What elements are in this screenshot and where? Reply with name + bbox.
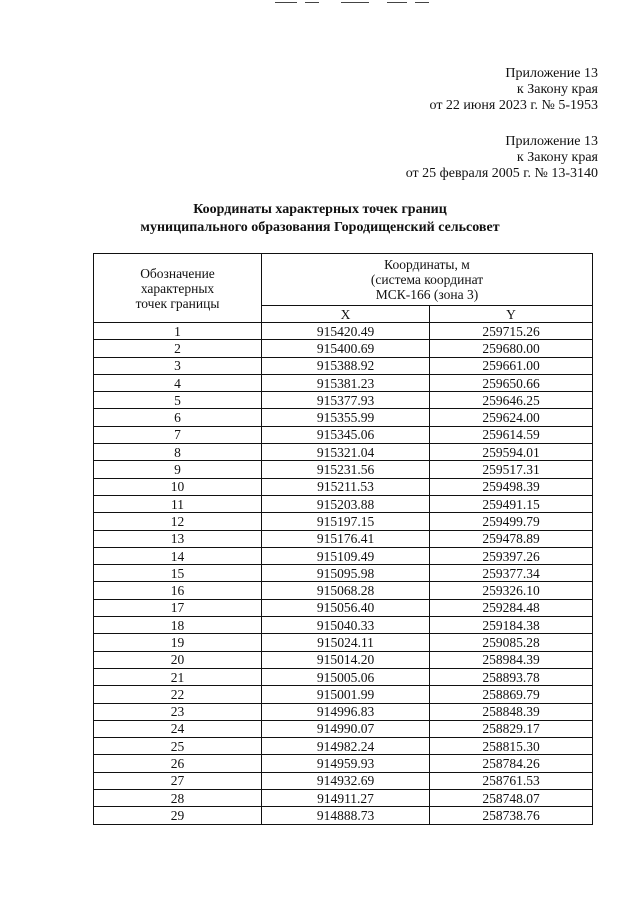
appendix-original-line1: Приложение 13 xyxy=(505,134,598,149)
coordinates-table-body xyxy=(94,323,593,825)
y-coordinate-cell: 259624.00 xyxy=(430,409,593,426)
x-coordinate-cell: 915040.33 xyxy=(262,617,430,634)
y-coordinate-cell: 258984.39 xyxy=(430,651,593,668)
table-row xyxy=(94,651,593,668)
x-coordinate-cell: 914911.27 xyxy=(262,790,430,807)
table-row xyxy=(94,807,593,824)
x-coordinate-cell: 915001.99 xyxy=(262,686,430,703)
x-coordinate-cell: 915377.93 xyxy=(262,392,430,409)
document-title xyxy=(0,201,640,237)
header-point-line3: точек границы xyxy=(135,295,220,311)
table-row xyxy=(94,323,593,340)
table-row xyxy=(94,668,593,685)
x-coordinate-cell: 915400.69 xyxy=(262,340,430,357)
x-coordinate-cell: 915068.28 xyxy=(262,582,430,599)
x-coordinate-cell: 915109.49 xyxy=(262,547,430,564)
appendix-current-line2: к Закону края xyxy=(516,82,598,97)
x-coordinate-cell: 915231.56 xyxy=(262,461,430,478)
x-coordinate-cell: 915197.15 xyxy=(262,513,430,530)
x-coordinate-cell: 914959.93 xyxy=(262,755,430,772)
y-coordinate-cell: 259085.28 xyxy=(430,634,593,651)
y-coordinate-cell: 258815.30 xyxy=(430,738,593,755)
point-number-cell: 21 xyxy=(94,668,262,685)
x-coordinate-cell: 915056.40 xyxy=(262,599,430,616)
y-coordinate-cell: 258738.76 xyxy=(430,807,593,824)
y-coordinate-cell: 259517.31 xyxy=(430,461,593,478)
header-point-line2: характерных xyxy=(140,280,215,296)
point-number-cell: 26 xyxy=(94,755,262,772)
x-coordinate-cell: 915176.41 xyxy=(262,530,430,547)
x-coordinate-cell: 915211.53 xyxy=(262,478,430,495)
header-point-designation xyxy=(94,254,262,323)
y-coordinate-cell: 258848.39 xyxy=(430,703,593,720)
point-number-cell: 19 xyxy=(94,634,262,651)
y-coordinate-cell: 259646.25 xyxy=(430,392,593,409)
table-row xyxy=(94,340,593,357)
table-row xyxy=(94,357,593,374)
table-row xyxy=(94,755,593,772)
x-coordinate-cell: 915005.06 xyxy=(262,668,430,685)
point-number-cell: 5 xyxy=(94,392,262,409)
table-row xyxy=(94,426,593,443)
header-point-line1: Обозначение xyxy=(140,265,215,281)
appendix-current-line3: от 22 июня 2023 г. № 5-1953 xyxy=(429,98,598,113)
point-number-cell: 20 xyxy=(94,651,262,668)
document-title-line2: муниципального образования Городищенский сельсовет xyxy=(140,220,500,235)
table-row xyxy=(94,392,593,409)
y-coordinate-cell: 259499.79 xyxy=(430,513,593,530)
header-coords-line3: МСК-166 (зона 3) xyxy=(375,287,479,302)
y-coordinate-cell: 259184.38 xyxy=(430,617,593,634)
point-number-cell: 17 xyxy=(94,599,262,616)
x-coordinate-cell: 914996.83 xyxy=(262,703,430,720)
point-number-cell: 6 xyxy=(94,409,262,426)
x-coordinate-cell: 914888.73 xyxy=(262,807,430,824)
point-number-cell: 8 xyxy=(94,444,262,461)
y-coordinate-cell: 259715.26 xyxy=(430,323,593,340)
point-number-cell: 10 xyxy=(94,478,262,495)
x-coordinate-cell: 915420.49 xyxy=(262,323,430,340)
table-row xyxy=(94,738,593,755)
point-number-cell: 13 xyxy=(94,530,262,547)
y-coordinate-cell: 259614.59 xyxy=(430,426,593,443)
x-coordinate-cell: 915014.20 xyxy=(262,651,430,668)
header-coordinates xyxy=(262,254,593,306)
x-coordinate-cell: 914982.24 xyxy=(262,738,430,755)
point-number-cell: 7 xyxy=(94,426,262,443)
x-coordinate-cell: 914990.07 xyxy=(262,720,430,737)
table-row xyxy=(94,461,593,478)
y-coordinate-cell: 259661.00 xyxy=(430,357,593,374)
point-number-cell: 12 xyxy=(94,513,262,530)
table-row xyxy=(94,772,593,789)
appendix-original-line2: к Закону края xyxy=(516,150,598,165)
x-coordinate-cell: 915355.99 xyxy=(262,409,430,426)
table-row xyxy=(94,686,593,703)
table-row xyxy=(94,444,593,461)
x-coordinate-cell: 915203.88 xyxy=(262,495,430,512)
point-number-cell: 9 xyxy=(94,461,262,478)
x-coordinate-cell: 914932.69 xyxy=(262,772,430,789)
coordinates-table xyxy=(93,253,593,825)
x-coordinate-cell: 915388.92 xyxy=(262,357,430,374)
table-row xyxy=(94,790,593,807)
appendix-original xyxy=(406,134,598,182)
y-coordinate-cell: 258748.07 xyxy=(430,790,593,807)
y-coordinate-cell: 258829.17 xyxy=(430,720,593,737)
y-coordinate-cell: 259377.34 xyxy=(430,565,593,582)
x-coordinate-cell: 915321.04 xyxy=(262,444,430,461)
point-number-cell: 22 xyxy=(94,686,262,703)
appendix-current-line1: Приложение 13 xyxy=(505,66,598,81)
point-number-cell: 3 xyxy=(94,357,262,374)
table-row xyxy=(94,634,593,651)
table-row xyxy=(94,409,593,426)
point-number-cell: 25 xyxy=(94,738,262,755)
table-row xyxy=(94,703,593,720)
appendix-original-line3: от 25 февраля 2005 г. № 13-3140 xyxy=(405,166,598,181)
x-coordinate-cell: 915345.06 xyxy=(262,426,430,443)
y-coordinate-cell: 259680.00 xyxy=(430,340,593,357)
point-number-cell: 14 xyxy=(94,547,262,564)
scan-top-marks xyxy=(275,0,435,6)
point-number-cell: 4 xyxy=(94,374,262,391)
y-coordinate-cell: 259478.89 xyxy=(430,530,593,547)
table-row xyxy=(94,374,593,391)
y-coordinate-cell: 259284.48 xyxy=(430,599,593,616)
point-number-cell: 11 xyxy=(94,495,262,512)
appendix-current xyxy=(430,66,599,114)
y-coordinate-cell: 258893.78 xyxy=(430,668,593,685)
x-coordinate-cell: 915024.11 xyxy=(262,634,430,651)
table-row xyxy=(94,617,593,634)
table-row xyxy=(94,495,593,512)
y-coordinate-cell: 258784.26 xyxy=(430,755,593,772)
y-coordinate-cell: 259594.01 xyxy=(430,444,593,461)
point-number-cell: 28 xyxy=(94,790,262,807)
table-row xyxy=(94,582,593,599)
x-coordinate-cell: 915095.98 xyxy=(262,565,430,582)
point-number-cell: 23 xyxy=(94,703,262,720)
table-row xyxy=(94,513,593,530)
header-y: Y xyxy=(430,306,593,323)
point-number-cell: 16 xyxy=(94,582,262,599)
point-number-cell: 15 xyxy=(94,565,262,582)
y-coordinate-cell: 259326.10 xyxy=(430,582,593,599)
point-number-cell: 1 xyxy=(94,323,262,340)
header-coords-line2: (система координат xyxy=(370,272,484,287)
y-coordinate-cell: 258761.53 xyxy=(430,772,593,789)
point-number-cell: 24 xyxy=(94,720,262,737)
point-number-cell: 18 xyxy=(94,617,262,634)
table-row xyxy=(94,565,593,582)
point-number-cell: 2 xyxy=(94,340,262,357)
y-coordinate-cell: 258869.79 xyxy=(430,686,593,703)
y-coordinate-cell: 259491.15 xyxy=(430,495,593,512)
point-number-cell: 27 xyxy=(94,772,262,789)
point-number-cell: 29 xyxy=(94,807,262,824)
header-x: X xyxy=(262,306,430,323)
table-row xyxy=(94,599,593,616)
document-title-line1: Координаты характерных точек границ xyxy=(193,202,447,217)
x-coordinate-cell: 915381.23 xyxy=(262,374,430,391)
y-coordinate-cell: 259498.39 xyxy=(430,478,593,495)
y-coordinate-cell: 259397.26 xyxy=(430,547,593,564)
table-row xyxy=(94,547,593,564)
y-coordinate-cell: 259650.66 xyxy=(430,374,593,391)
header-coords-line1: Координаты, м xyxy=(384,257,470,272)
table-row xyxy=(94,478,593,495)
table-row xyxy=(94,720,593,737)
table-row xyxy=(94,530,593,547)
